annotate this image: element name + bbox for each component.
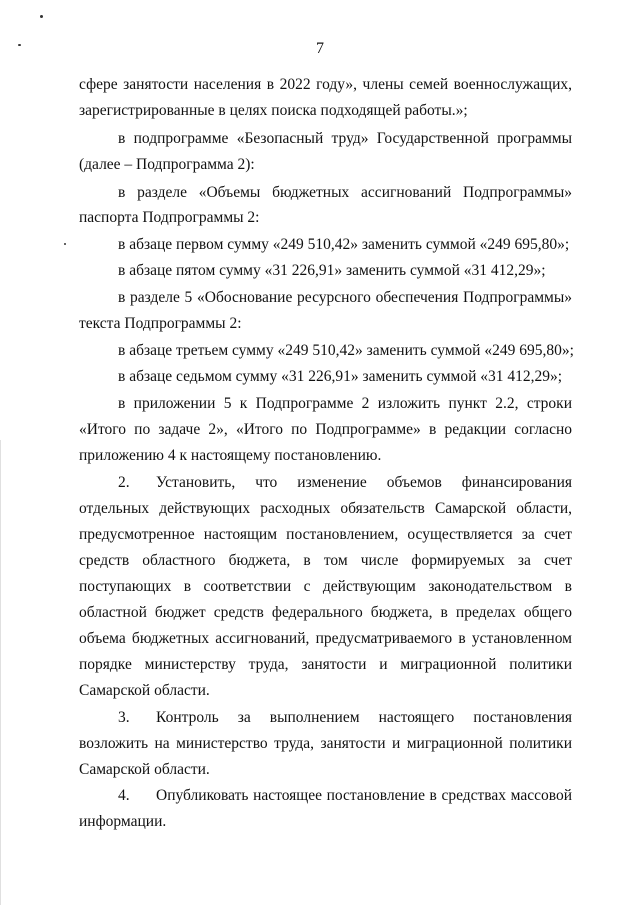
text-line: «Итого по задаче 2», «Итого по Подпрограмме» в редакции согласно — [79, 421, 572, 438]
text-line: Установить, что изменение объемов финансирования — [156, 474, 572, 491]
text-line: Опубликовать настоящее постановление в средствах массовой — [156, 787, 572, 804]
paragraph-number: 2. — [118, 474, 130, 491]
text-line: Контроль за выполнением настоящего постановления — [156, 709, 572, 726]
page-number: 7 — [316, 40, 324, 57]
text-line: в разделе «Объемы бюджетных ассигнований Подпрограммы» — [118, 184, 572, 201]
text-line: в абзаце пятом сумму «31 226,91» заменить суммой «31 412,29»; — [118, 262, 546, 279]
text-line: в абзаце седьмом сумму «31 226,91» заменить суммой «31 412,29»; — [118, 368, 563, 385]
text-line: областной бюджет средств федерального бюджета, в пределах общего — [79, 604, 572, 621]
text-line: зарегистрированные в целях поиска подходящей работы.»; — [79, 102, 468, 119]
text-line: текста Подпрограммы 2: — [79, 315, 242, 332]
text-line: предусмотренное настоящим постановлением, осуществляется за счет — [79, 526, 572, 543]
scan-speck — [40, 15, 43, 18]
text-line: Самарской области. — [79, 761, 210, 778]
text-line: приложению 4 к настоящему постановлению. — [79, 447, 382, 464]
text-line: возложить на министерство труда, занятости и миграционной политики — [79, 735, 572, 752]
text-line: отдельных действующих расходных обязательств Самарской области, — [79, 500, 572, 517]
scan-speck — [64, 243, 66, 245]
paragraph-number: 4. — [118, 787, 130, 804]
text-line: в подпрограмме «Безопасный труд» Государственной программы — [118, 130, 572, 147]
text-line: в приложении 5 к Подпрограмме 2 изложить пункт 2.2, строки — [118, 395, 572, 412]
paragraph-number: 3. — [118, 709, 130, 726]
text-line: порядке министерству труда, занятости и миграционной политики — [79, 656, 572, 673]
scan-speck — [18, 44, 21, 46]
text-line: в разделе 5 «Обоснование ресурсного обеспечения Подпрограммы» — [118, 289, 572, 306]
text-line: средств областного бюджета, в том числе формируемых за счет — [79, 552, 572, 569]
text-line: паспорта Подпрограммы 2: — [79, 209, 260, 226]
text-line: объема бюджетных ассигнований, предусматриваемого в установленном — [79, 630, 572, 647]
text-line: (далее – Подпрограмма 2): — [79, 156, 255, 173]
text-line: Самарской области. — [79, 682, 210, 699]
text-line: в абзаце третьем сумму «249 510,42» заменить суммой «249 695,80»; — [118, 342, 574, 359]
text-line: информации. — [79, 813, 167, 830]
scan-edge-line — [0, 440, 1, 905]
text-line: в абзаце первом сумму «249 510,42» заменить суммой «249 695,80»; — [118, 236, 570, 253]
text-line: сфере занятости населения в 2022 году», члены семей военнослужащих, — [79, 76, 572, 93]
text-line: поступающих в соответствии с действующим законодательством в — [79, 578, 572, 595]
